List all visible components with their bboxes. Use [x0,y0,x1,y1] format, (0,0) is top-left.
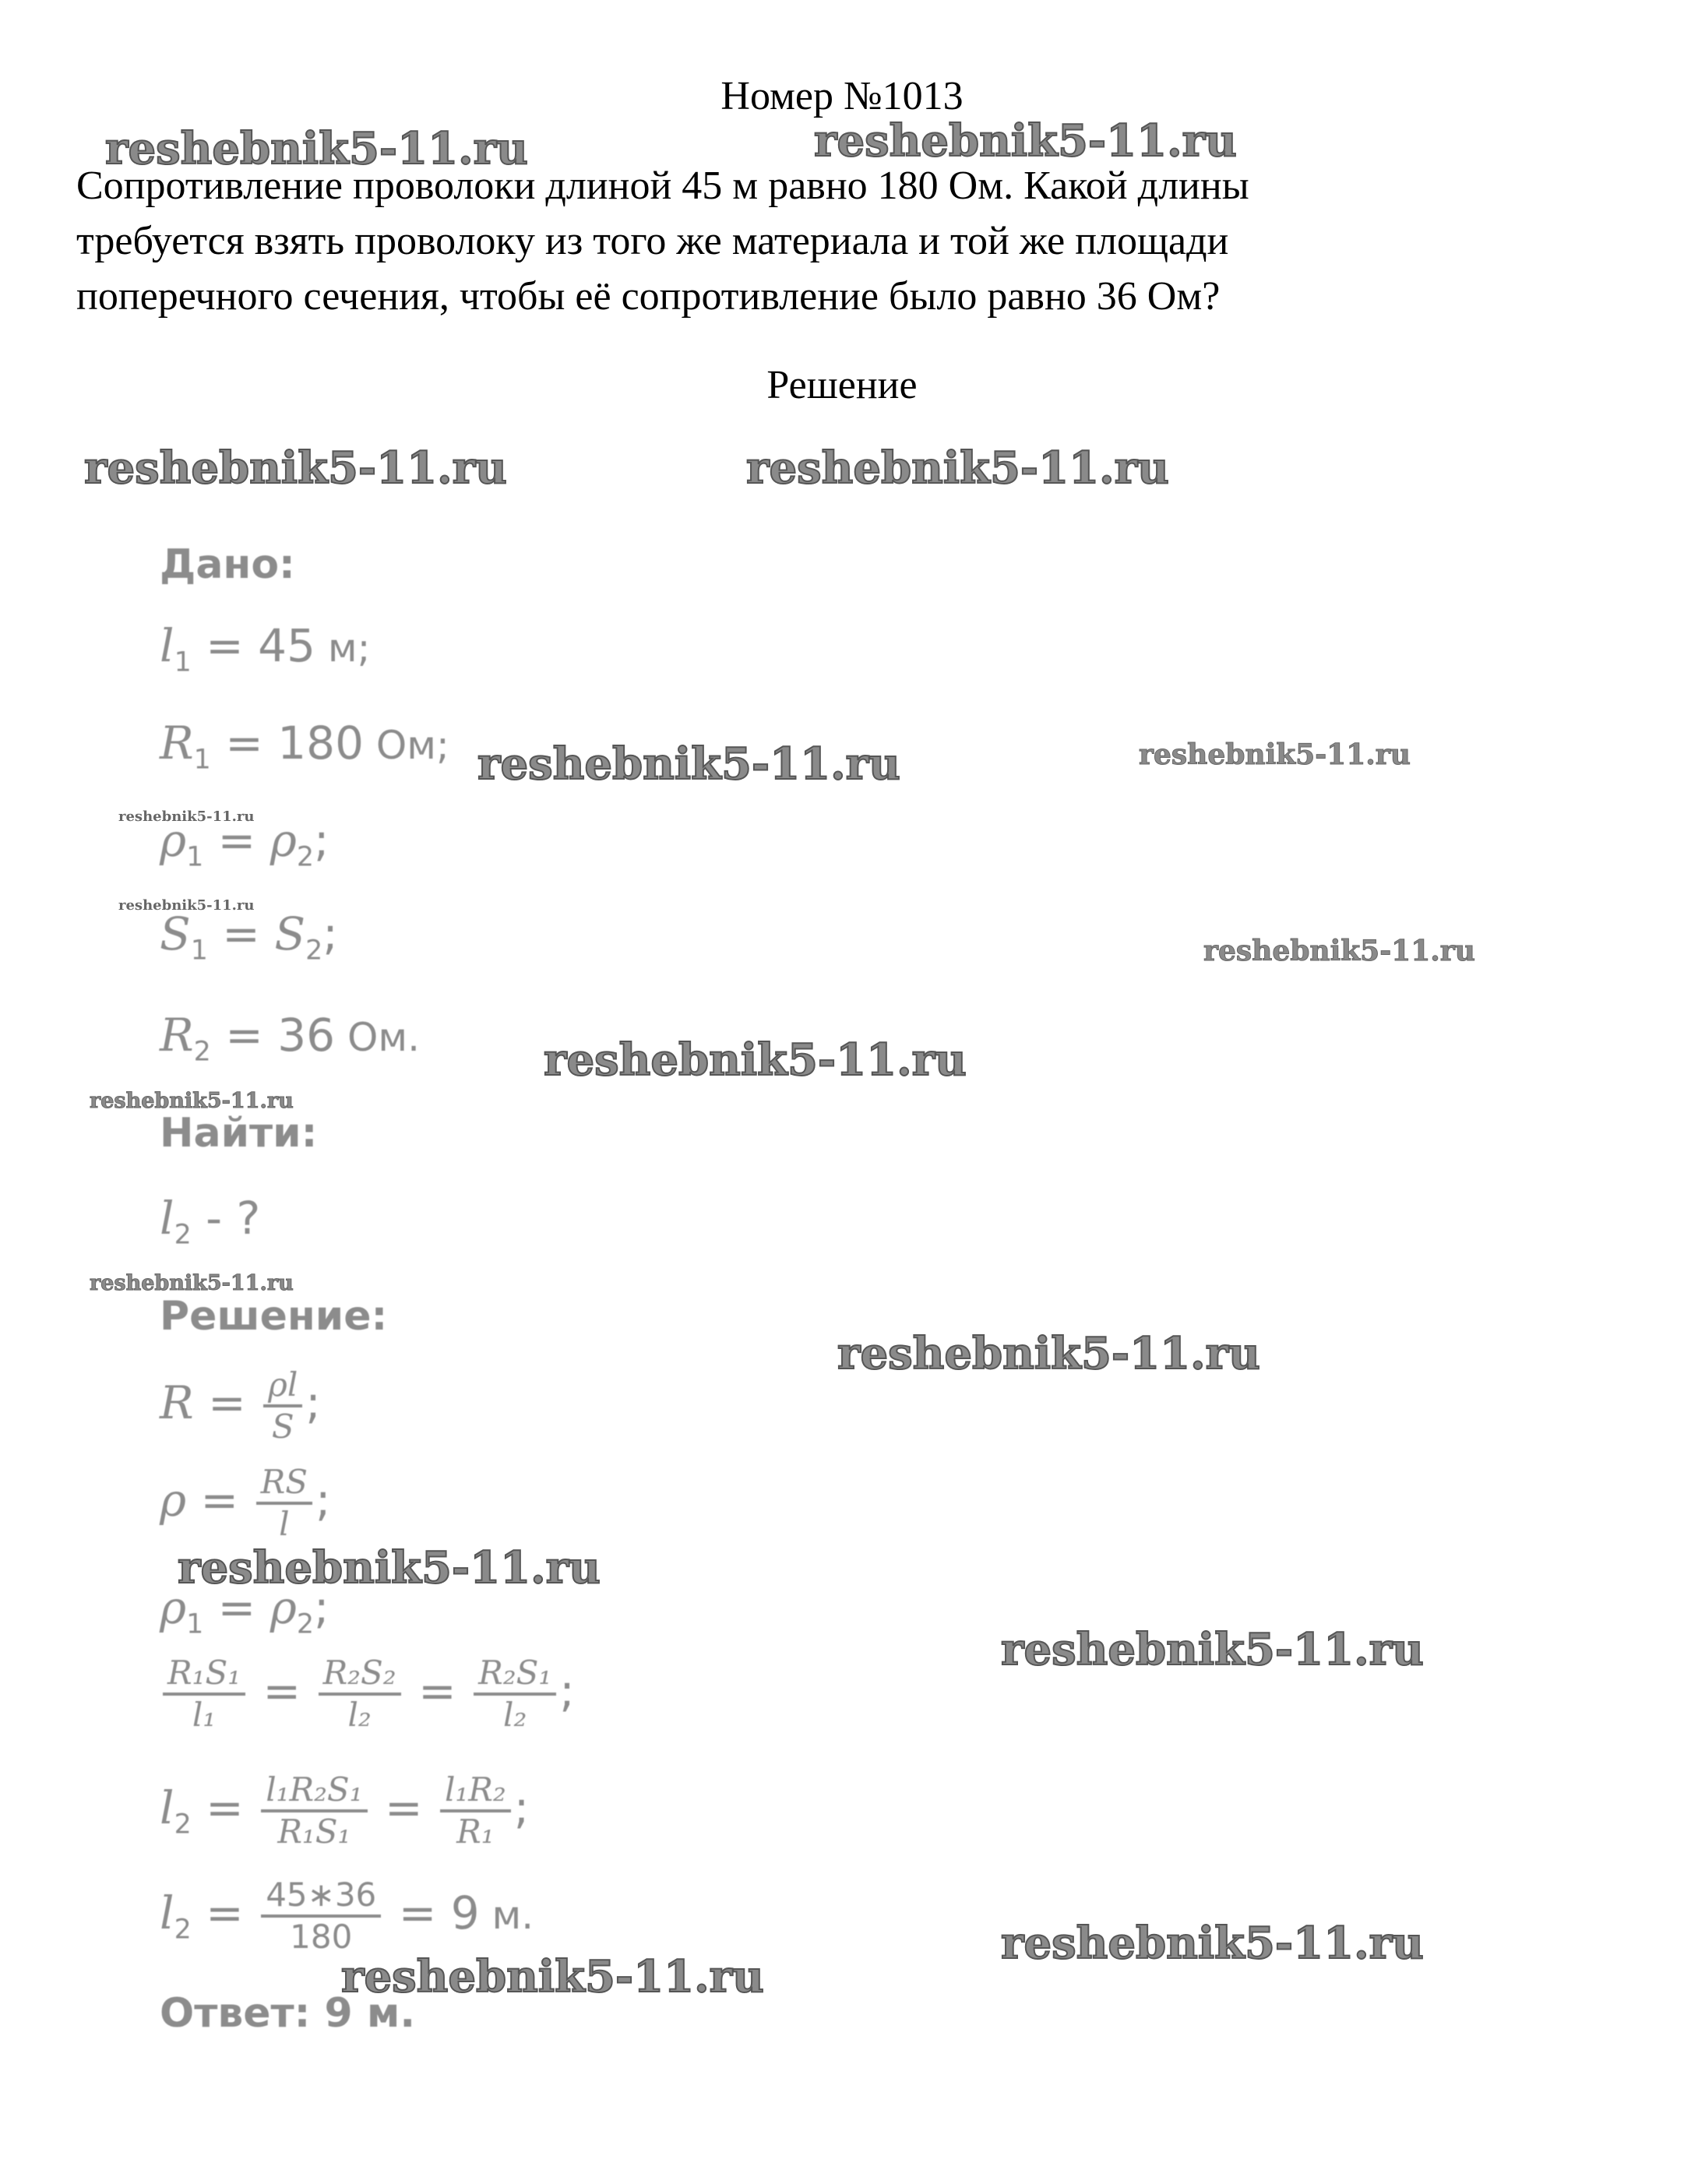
watermark: reshebnik5-11.ru [837,1328,1260,1379]
formula-resistance: R = $\frac{\rho l}{S}$ ; [160,1365,321,1446]
page-title: Номер №1013 [720,74,964,118]
formula-rho: ρ = $\frac{RS}{l}$ ; [160,1463,331,1543]
watermark: reshebnik5-11.ru [746,442,1169,494]
watermark: reshebnik5-11.ru [477,738,900,790]
given-r2: $R_2 = 36$ Ом. [160,1009,420,1068]
watermark: reshebnik5-11.ru [90,1271,294,1295]
given-l1: $l_1 = 45$ м; [160,619,371,678]
watermark: reshebnik5-11.ru [1139,738,1411,771]
solution-heading: Решение: [160,1293,388,1340]
watermark: reshebnik5-11.ru [84,442,507,494]
watermark: reshebnik5-11.ru [341,1951,764,2003]
watermark: reshebnik5-11.ru [178,1542,601,1594]
watermark: reshebnik5-11.ru [814,115,1237,167]
find-heading: Найти: [160,1110,318,1157]
problem-statement [76,158,1634,324]
solution-title: Решение [766,363,918,407]
given-rho: $\rho_1 = \rho_2$; [160,814,329,873]
formula-l2-expression: $l_2$ = $\frac{\text{l₁R₂S₁}}{\text{R₁S₁}}$ = $\frac{\text{l₁R₂}}{\text{R₁}}$ ; [160,1770,530,1851]
watermark: reshebnik5-11.ru [1001,1624,1424,1675]
given-s: $S_1 = S_2$; [160,907,338,967]
watermark: reshebnik5-11.ru [544,1034,967,1086]
watermark: reshebnik5-11.ru [1203,935,1475,967]
formula-rho-equal: $\rho_1 = \rho_2$; [160,1581,329,1640]
watermark: reshebnik5-11.ru [118,808,255,825]
problem-line-3: поперечного сечения, чтобы её сопротивление было равно 36 Ом? [76,274,1221,319]
given-heading: Дано: [160,541,295,588]
problem-line-2: требуется взять проволоку из того же материала и той же площади [76,219,1229,263]
watermark: reshebnik5-11.ru [105,123,528,174]
formula-ratio: $\frac{\text{R₁S₁}}{\text{l₁}}$ = $\frac{\text{R₂S₂}}{\text{l₂}}$ = $\frac{\text{R₂S₁}}{\text{l₂}}$ ; [160,1655,575,1733]
watermark: reshebnik5-11.ru [118,897,255,914]
watermark: reshebnik5-11.ru [90,1089,294,1113]
formula-l2-result: $l_2$ = $\frac{45∗36}{180}$ = 9 м. [160,1876,534,1956]
problem-line-1: Сопротивление проволоки длиной 45 м равно 180 Ом. Какой длины [76,164,1249,208]
given-r1: $R_1 = 180$ Ом; [160,717,449,776]
answer: Ответ: 9 м. [160,1990,416,2037]
find-l2: $l_2$ - ? [160,1192,261,1251]
watermark: reshebnik5-11.ru [1001,1918,1424,1969]
